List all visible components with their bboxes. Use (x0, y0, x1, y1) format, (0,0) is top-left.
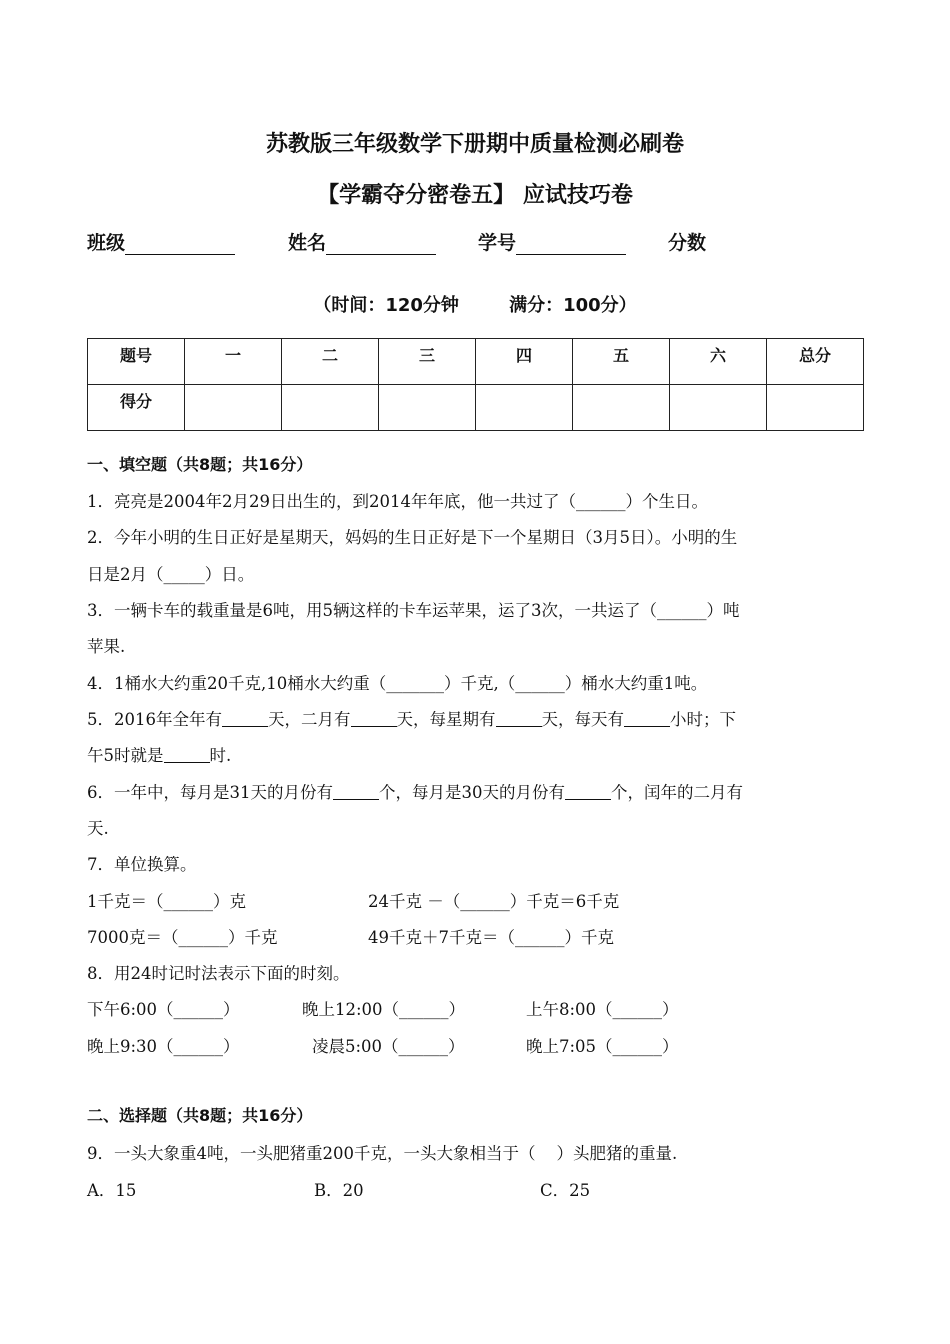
q5-part: 时. (209, 746, 232, 765)
header-cell-3: 三 (379, 339, 476, 385)
question-8f: 晚上7:05（______） (526, 1037, 679, 1056)
score-table (87, 338, 864, 431)
score-cell (185, 385, 282, 431)
score-label: 分数 (668, 232, 707, 254)
score-table-score-row (88, 385, 864, 431)
question-8d: 晚上9:30（______） (87, 1037, 240, 1056)
question-7-stem: 7．单位换算。 (87, 855, 197, 874)
student-number-field (478, 228, 626, 255)
question-7b: 24千克 －（______）千克＝6千克 (368, 892, 620, 911)
q9-option-b: B．20 (314, 1181, 364, 1200)
score-field (668, 228, 706, 255)
page-title: 苏教版三年级数学下册期中质量检测必刷卷 (265, 132, 684, 157)
student-number-label: 学号 (478, 232, 517, 254)
question-1: 1．亮亮是2004年2月29日出生的，到2014年年底，他一共过了（______）个生日。 (87, 492, 708, 511)
score-cell (476, 385, 573, 431)
question-8c: 上午8:00（______） (526, 1000, 679, 1019)
question-7d: 49千克＋7千克＝（______）千克 (368, 928, 614, 947)
exam-meta: （时间：120分钟 满分：100分） (313, 295, 637, 316)
q5-part: 天，每天有 (541, 710, 624, 729)
score-cell (379, 385, 476, 431)
question-8e: 凌晨5:00（______） (312, 1037, 465, 1056)
question-8b: 晚上12:00（______） (302, 1000, 466, 1019)
name-field (288, 228, 436, 255)
header-cell-question: 题号 (88, 339, 185, 385)
header-cell-4: 四 (476, 339, 573, 385)
question-2-line-1: 2．今年小明的生日正好是星期天，妈妈的生日正好是下一个星期日（3月5日）。小明的生 (87, 528, 738, 547)
q9-option-a: A．15 (87, 1181, 137, 1200)
question-4: 4．1桶水大约重20千克,10桶水大约重（_______）千克,（______）桶水大约重1吨。 (87, 674, 708, 693)
section-1-title: 一、填空题（共8题；共16分） (87, 455, 313, 474)
question-6-line-2: 天. (87, 819, 109, 838)
score-cell (573, 385, 670, 431)
student-number-blank (516, 254, 626, 255)
q5-part: 5．2016年全年有 (87, 710, 222, 729)
class-field (87, 228, 235, 255)
score-table-header-row (88, 339, 864, 385)
question-9: 9．一头大象重4吨，一头肥猪重200千克，一头大象相当于（ ）头肥猪的重量. (87, 1144, 678, 1163)
q6-part: 个，每月是30天的月份有 (379, 783, 565, 802)
score-cell (767, 385, 864, 431)
answer-blank (222, 710, 268, 728)
question-7a: 1千克＝（______）克 (87, 892, 246, 911)
score-cell (282, 385, 379, 431)
class-blank (125, 254, 235, 255)
header-cell-1: 一 (185, 339, 282, 385)
score-row-label: 得分 (88, 385, 185, 431)
question-3-line-2: 苹果. (87, 637, 126, 656)
question-7c: 7000克＝（______）千克 (87, 928, 278, 947)
q6-part: 6．一年中，每月是31天的月份有 (87, 783, 333, 802)
section-2-title: 二、选择题（共8题；共16分） (87, 1106, 313, 1125)
answer-blank (496, 710, 542, 728)
question-5-line-2 (87, 742, 231, 766)
name-label: 姓名 (288, 232, 327, 254)
header-cell-5: 五 (573, 339, 670, 385)
name-blank (326, 254, 436, 255)
q5-part: 天，每星期有 (396, 710, 496, 729)
answer-blank (351, 710, 397, 728)
question-8-stem: 8．用24时记时法表示下面的时刻。 (87, 964, 350, 983)
header-cell-6: 六 (670, 339, 767, 385)
class-label: 班级 (87, 232, 126, 254)
question-8a: 下午6:00（______） (87, 1000, 240, 1019)
header-cell-total: 总分 (767, 339, 864, 385)
answer-blank (565, 783, 611, 801)
page-subtitle: 【学霸夺分密卷五】 应试技巧卷 (317, 183, 633, 208)
header-cell-2: 二 (282, 339, 379, 385)
q9-option-c: C．25 (540, 1181, 591, 1200)
q5-part: 天，二月有 (268, 710, 351, 729)
q5-part: 午5时就是 (87, 746, 164, 765)
answer-blank (164, 746, 210, 764)
answer-blank (624, 710, 670, 728)
question-5-line-1 (87, 706, 736, 730)
question-2-line-2: 日是2月（_____）日。 (87, 565, 255, 584)
question-6-line-1 (87, 779, 743, 803)
answer-blank (333, 783, 379, 801)
score-cell (670, 385, 767, 431)
question-3-line-1: 3．一辆卡车的载重量是6吨，用5辆这样的卡车运苹果，运了3次，一共运了（______）吨 (87, 601, 740, 620)
q6-part: 个，闰年的二月有 (611, 783, 743, 802)
q5-part: 小时；下 (670, 710, 736, 729)
